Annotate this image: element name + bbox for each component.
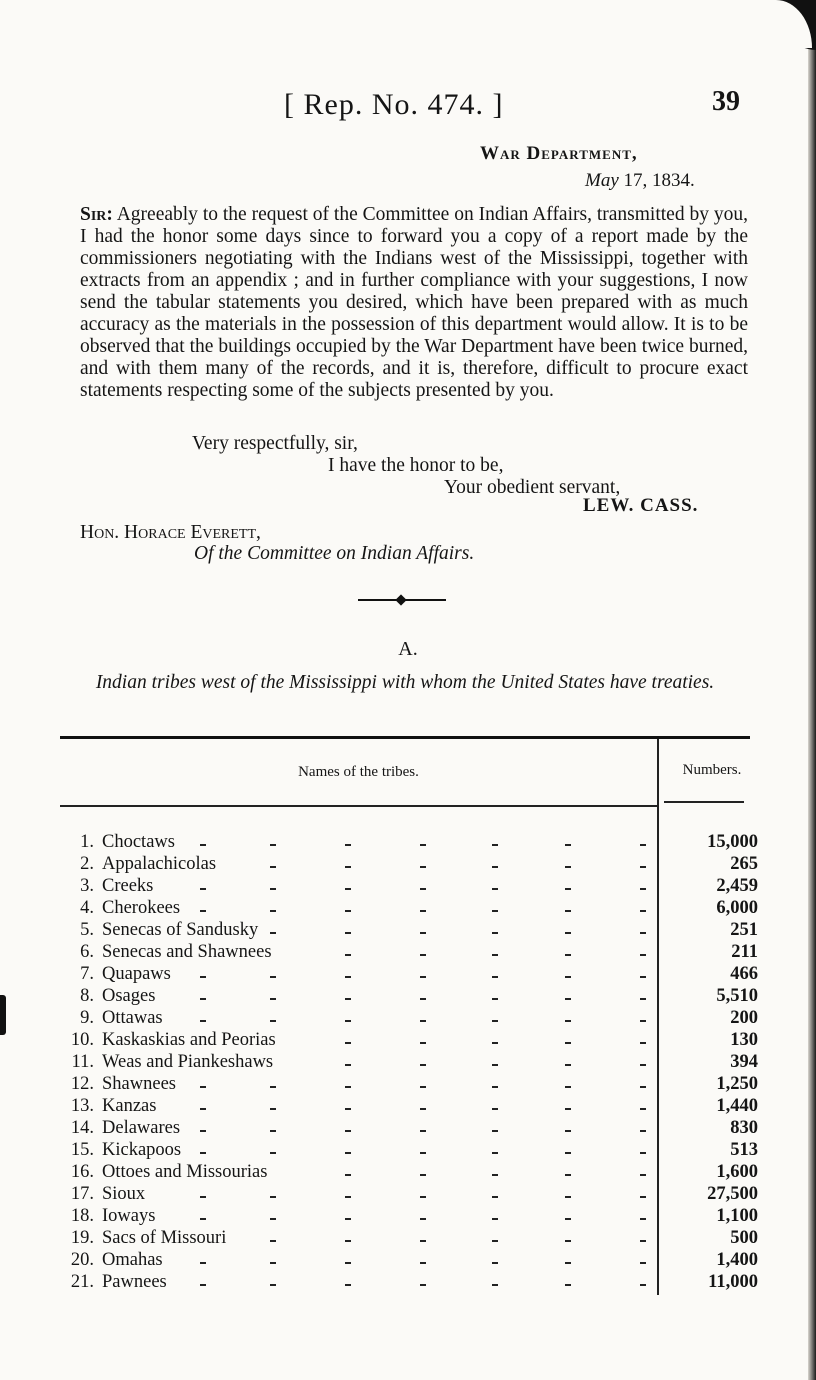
leader-dash xyxy=(200,844,206,846)
tribe-number: 466 xyxy=(730,964,758,984)
table-top-rule xyxy=(60,736,750,739)
tribe-name: Quapaws xyxy=(102,964,171,984)
leader-dash xyxy=(492,1196,498,1198)
leader-dash xyxy=(200,910,206,912)
tribe-number: 1,250 xyxy=(716,1074,758,1094)
leader-dash xyxy=(345,844,351,846)
leader-dash xyxy=(270,844,276,846)
leader-dash xyxy=(345,932,351,934)
tribe-name: Kanzas xyxy=(102,1096,157,1116)
leader-dash xyxy=(492,1262,498,1264)
tribe-number: 2,459 xyxy=(716,876,758,896)
leader-dash xyxy=(345,1130,351,1132)
column-header-names: Names of the tribes. xyxy=(298,764,419,780)
addressee-committee: Of the Committee on Indian Affairs. xyxy=(194,543,475,564)
leader-dash xyxy=(565,1152,571,1154)
leader-dash xyxy=(640,1174,646,1176)
leader-dash xyxy=(492,1108,498,1110)
leader-dash xyxy=(345,954,351,956)
salutation: Sir: xyxy=(80,204,113,225)
leader-dash xyxy=(640,932,646,934)
leader-dash xyxy=(345,910,351,912)
leader-dash xyxy=(345,1064,351,1066)
leader-dash xyxy=(420,1152,426,1154)
table-row xyxy=(60,1030,770,1052)
closing-line-1: Very respectfully, sir, xyxy=(192,433,358,454)
leader-dash xyxy=(270,976,276,978)
leader-dash xyxy=(200,1284,206,1286)
leader-dash xyxy=(200,888,206,890)
leader-dash xyxy=(270,1196,276,1198)
column-header-numbers: Numbers. xyxy=(682,762,742,778)
tribe-name: Creeks xyxy=(102,876,154,896)
leader-dash xyxy=(420,1086,426,1088)
leader-dash xyxy=(345,1174,351,1176)
tribe-name: Delawares xyxy=(102,1118,181,1138)
tribe-name: Sacs of Missouri xyxy=(102,1228,227,1248)
leader-dash xyxy=(640,1262,646,1264)
leader-dash xyxy=(640,976,646,978)
table-row xyxy=(60,1052,770,1074)
date-line xyxy=(585,170,695,192)
leader-dash xyxy=(492,1042,498,1044)
leader-dash xyxy=(492,976,498,978)
leader-dash xyxy=(565,910,571,912)
leader-dash xyxy=(640,1218,646,1220)
tribe-name: Kickapoos xyxy=(102,1140,182,1160)
row-index: 18. xyxy=(70,1206,94,1226)
leader-dash xyxy=(270,866,276,868)
leader-dash xyxy=(640,1086,646,1088)
tribe-number: 6,000 xyxy=(716,898,758,918)
row-index: 15. xyxy=(70,1140,94,1160)
row-index: 16. xyxy=(70,1162,94,1182)
leader-dash xyxy=(565,1174,571,1176)
signature: LEW. CASS. xyxy=(583,495,699,516)
leader-dash xyxy=(420,1130,426,1132)
leader-dash xyxy=(420,1284,426,1286)
leader-dash xyxy=(565,1196,571,1198)
table-row xyxy=(60,1074,770,1096)
row-index: 12. xyxy=(70,1074,94,1094)
row-index: 5. xyxy=(80,920,94,940)
leader-dash xyxy=(492,844,498,846)
table-row xyxy=(60,1250,770,1272)
leader-dash xyxy=(200,976,206,978)
row-index: 7. xyxy=(80,964,94,984)
leader-dash xyxy=(420,954,426,956)
leader-dash xyxy=(270,888,276,890)
table-row xyxy=(60,854,770,876)
row-index: 6. xyxy=(80,942,94,962)
leader-dash xyxy=(640,1042,646,1044)
leader-dash xyxy=(420,1196,426,1198)
table-row xyxy=(60,1206,770,1228)
tribe-name: Sioux xyxy=(102,1184,146,1204)
leader-dash xyxy=(345,1262,351,1264)
leader-dash xyxy=(200,1262,206,1264)
row-index: 4. xyxy=(80,898,94,918)
tribe-name: Pawnees xyxy=(102,1272,167,1292)
table-row xyxy=(60,964,770,986)
leader-dash xyxy=(345,976,351,978)
table-row xyxy=(60,832,770,854)
leader-dash xyxy=(200,998,206,1000)
leader-dash xyxy=(640,998,646,1000)
leader-dash xyxy=(345,1152,351,1154)
tribe-number: 11,000 xyxy=(708,1272,758,1292)
table-row xyxy=(60,920,770,942)
table-row xyxy=(60,1140,770,1162)
section-letter: A. xyxy=(398,638,418,660)
leader-dash xyxy=(270,998,276,1000)
leader-dash xyxy=(270,1218,276,1220)
leader-dash xyxy=(345,888,351,890)
leader-dash xyxy=(345,1020,351,1022)
leader-dash xyxy=(640,1240,646,1242)
tribe-number: 5,510 xyxy=(716,986,758,1006)
leader-dash xyxy=(492,1284,498,1286)
table-row xyxy=(60,1118,770,1140)
leader-dash xyxy=(420,1042,426,1044)
leader-dash xyxy=(565,1042,571,1044)
table-row xyxy=(60,942,770,964)
leader-dash xyxy=(492,888,498,890)
leader-dash xyxy=(420,866,426,868)
leader-dash xyxy=(492,1020,498,1022)
tribe-name: Shawnees xyxy=(102,1074,176,1094)
leader-dash xyxy=(640,888,646,890)
leader-dash xyxy=(270,1152,276,1154)
table-row xyxy=(60,898,770,920)
leader-dash xyxy=(565,1086,571,1088)
leader-dash xyxy=(640,1152,646,1154)
leader-dash xyxy=(565,1130,571,1132)
row-index: 19. xyxy=(70,1228,94,1248)
row-index: 13. xyxy=(70,1096,94,1116)
tribe-name: Ioways xyxy=(102,1206,156,1226)
leader-dash xyxy=(345,1086,351,1088)
leader-dash xyxy=(270,1086,276,1088)
leader-dash xyxy=(565,976,571,978)
leader-dash xyxy=(492,1174,498,1176)
leader-dash xyxy=(345,866,351,868)
row-index: 17. xyxy=(70,1184,94,1204)
leader-dash xyxy=(200,1218,206,1220)
leader-dash xyxy=(420,844,426,846)
tribe-number: 830 xyxy=(730,1118,758,1138)
page-edge-shadow xyxy=(808,0,816,1380)
tribe-number: 1,100 xyxy=(716,1206,758,1226)
leader-dash xyxy=(270,1240,276,1242)
leader-dash xyxy=(565,844,571,846)
closing-line-3: Your obedient servant, xyxy=(444,477,621,498)
leader-dash xyxy=(492,1240,498,1242)
leader-dash xyxy=(200,1152,206,1154)
row-index: 3. xyxy=(80,876,94,896)
ornament-diamond xyxy=(395,594,406,605)
leader-dashes xyxy=(60,1184,657,1206)
header-rule-numbers xyxy=(664,801,744,803)
leader-dash xyxy=(492,910,498,912)
leader-dash xyxy=(345,998,351,1000)
tribe-name: Cherokees xyxy=(102,898,181,918)
leader-dash xyxy=(492,1218,498,1220)
tribe-number: 251 xyxy=(730,920,758,940)
leader-dash xyxy=(492,1152,498,1154)
page-corner xyxy=(776,0,816,50)
leader-dash xyxy=(492,1130,498,1132)
leader-dash xyxy=(420,1218,426,1220)
leader-dash xyxy=(420,1174,426,1176)
table-row xyxy=(60,1184,770,1206)
leader-dash xyxy=(565,954,571,956)
tribe-number: 130 xyxy=(730,1030,758,1050)
leader-dash xyxy=(492,1086,498,1088)
tribe-table xyxy=(60,832,770,1294)
leader-dash xyxy=(200,1086,206,1088)
leader-dash xyxy=(492,866,498,868)
leader-dash xyxy=(200,1196,206,1198)
leader-dash xyxy=(420,976,426,978)
tribe-name: Osages xyxy=(102,986,156,1006)
tribe-number: 1,400 xyxy=(716,1250,758,1270)
letter-body xyxy=(80,204,748,402)
leader-dash xyxy=(640,910,646,912)
leader-dash xyxy=(640,1064,646,1066)
leader-dash xyxy=(640,1196,646,1198)
tribe-number: 500 xyxy=(730,1228,758,1248)
leader-dash xyxy=(565,866,571,868)
leader-dash xyxy=(420,888,426,890)
leader-dash xyxy=(345,1108,351,1110)
date-month-day: May xyxy=(585,170,619,191)
leader-dash xyxy=(640,1108,646,1110)
leader-dash xyxy=(565,1218,571,1220)
addressee: Hon. Horace Everett, xyxy=(80,522,261,543)
leader-dash xyxy=(492,1064,498,1066)
tribe-name: Senecas of Sandusky xyxy=(102,920,259,940)
leader-dash xyxy=(420,1064,426,1066)
leader-dash xyxy=(640,844,646,846)
tribe-number: 200 xyxy=(730,1008,758,1028)
tribe-number: 513 xyxy=(730,1140,758,1160)
header-rule xyxy=(60,805,657,807)
leader-dash xyxy=(420,910,426,912)
row-index: 2. xyxy=(80,854,94,874)
row-index: 20. xyxy=(70,1250,94,1270)
row-index: 8. xyxy=(80,986,94,1006)
report-header: [ Rep. No. 474. ] xyxy=(284,88,504,121)
row-index: 11. xyxy=(71,1052,94,1072)
row-index: 14. xyxy=(70,1118,94,1138)
leader-dash xyxy=(270,932,276,934)
leader-dash xyxy=(492,998,498,1000)
table-row xyxy=(60,986,770,1008)
leader-dash xyxy=(420,1108,426,1110)
leader-dash xyxy=(565,1284,571,1286)
leader-dash xyxy=(270,1108,276,1110)
row-index: 1. xyxy=(80,832,94,852)
leader-dash xyxy=(270,910,276,912)
leader-dash xyxy=(420,1262,426,1264)
leader-dash xyxy=(565,1020,571,1022)
letter-text: Agreeably to the request of the Committee on Indian Affairs, transmitted by you, I had the honor some days since to forward you a copy of a report made by the commissioners negotiating with the Indians west of the Mississippi, together with extracts from an appendix ; and in further compliance with your suggestions, I now send the tabular statements you desired, which have been prepared with as much accuracy as the materials in the possession of this department would allow. It is to be observed that the buildings occupied by the War Department have been twice burned, and with them many of the records, and it is, therefore, difficult to procure exact statements respecting some of the subjects presented by you. xyxy=(80,204,748,401)
binding-mark xyxy=(0,995,6,1035)
tribe-name: Choctaws xyxy=(102,832,175,852)
leader-dash xyxy=(565,932,571,934)
table-row xyxy=(60,876,770,898)
leader-dash xyxy=(565,1262,571,1264)
date-rest: 17, 1834. xyxy=(618,170,695,191)
closing-line-2: I have the honor to be, xyxy=(328,455,504,476)
leader-dash xyxy=(420,1020,426,1022)
leader-dash xyxy=(270,1284,276,1286)
leader-dash xyxy=(270,1020,276,1022)
leader-dash xyxy=(270,1130,276,1132)
leader-dash xyxy=(565,1240,571,1242)
leader-dash xyxy=(492,954,498,956)
table-row xyxy=(60,1228,770,1250)
tribe-name: Senecas and Shawnees xyxy=(102,942,272,962)
leader-dash xyxy=(565,998,571,1000)
department-line: War Department, xyxy=(480,143,638,164)
page-number: 39 xyxy=(712,86,740,117)
tribe-number: 394 xyxy=(730,1052,758,1072)
leader-dash xyxy=(200,1108,206,1110)
tribe-number: 1,600 xyxy=(716,1162,758,1182)
leader-dash xyxy=(345,1196,351,1198)
leader-dash xyxy=(270,1262,276,1264)
table-title: Indian tribes west of the Mississippi with whom the United States have treaties. xyxy=(95,672,715,693)
leader-dash xyxy=(640,1020,646,1022)
tribe-number: 27,500 xyxy=(707,1184,758,1204)
leader-dash xyxy=(345,1284,351,1286)
row-index: 9. xyxy=(80,1008,94,1028)
tribe-name: Ottawas xyxy=(102,1008,163,1028)
tribe-number: 211 xyxy=(731,942,758,962)
leader-dash xyxy=(345,1218,351,1220)
leader-dash xyxy=(420,932,426,934)
leader-dash xyxy=(565,888,571,890)
row-index: 21. xyxy=(70,1272,94,1292)
tribe-number: 1,440 xyxy=(716,1096,758,1116)
table-row xyxy=(60,1008,770,1030)
table-row xyxy=(60,1162,770,1184)
leader-dash xyxy=(640,1130,646,1132)
leader-dash xyxy=(345,1042,351,1044)
leader-dash xyxy=(640,954,646,956)
tribe-name: Omahas xyxy=(102,1250,163,1270)
table-row xyxy=(60,1096,770,1118)
row-index: 10. xyxy=(70,1030,94,1050)
tribe-name: Ottoes and Missourias xyxy=(102,1162,268,1182)
leader-dash xyxy=(565,1064,571,1066)
tribe-name: Appalachicolas xyxy=(102,854,217,874)
leader-dash xyxy=(640,1284,646,1286)
table-row xyxy=(60,1272,770,1294)
leader-dash xyxy=(492,932,498,934)
leader-dash xyxy=(345,1240,351,1242)
tribe-name: Kaskaskias and Peorias xyxy=(102,1030,276,1050)
leader-dash xyxy=(640,866,646,868)
leader-dash xyxy=(420,1240,426,1242)
leader-dash xyxy=(200,1130,206,1132)
tribe-name: Weas and Piankeshaws xyxy=(102,1052,274,1072)
page-corner-inner xyxy=(776,0,812,48)
leader-dash xyxy=(200,1020,206,1022)
tribe-number: 15,000 xyxy=(707,832,758,852)
leader-dash xyxy=(565,1108,571,1110)
tribe-number: 265 xyxy=(730,854,758,874)
leader-dash xyxy=(420,998,426,1000)
